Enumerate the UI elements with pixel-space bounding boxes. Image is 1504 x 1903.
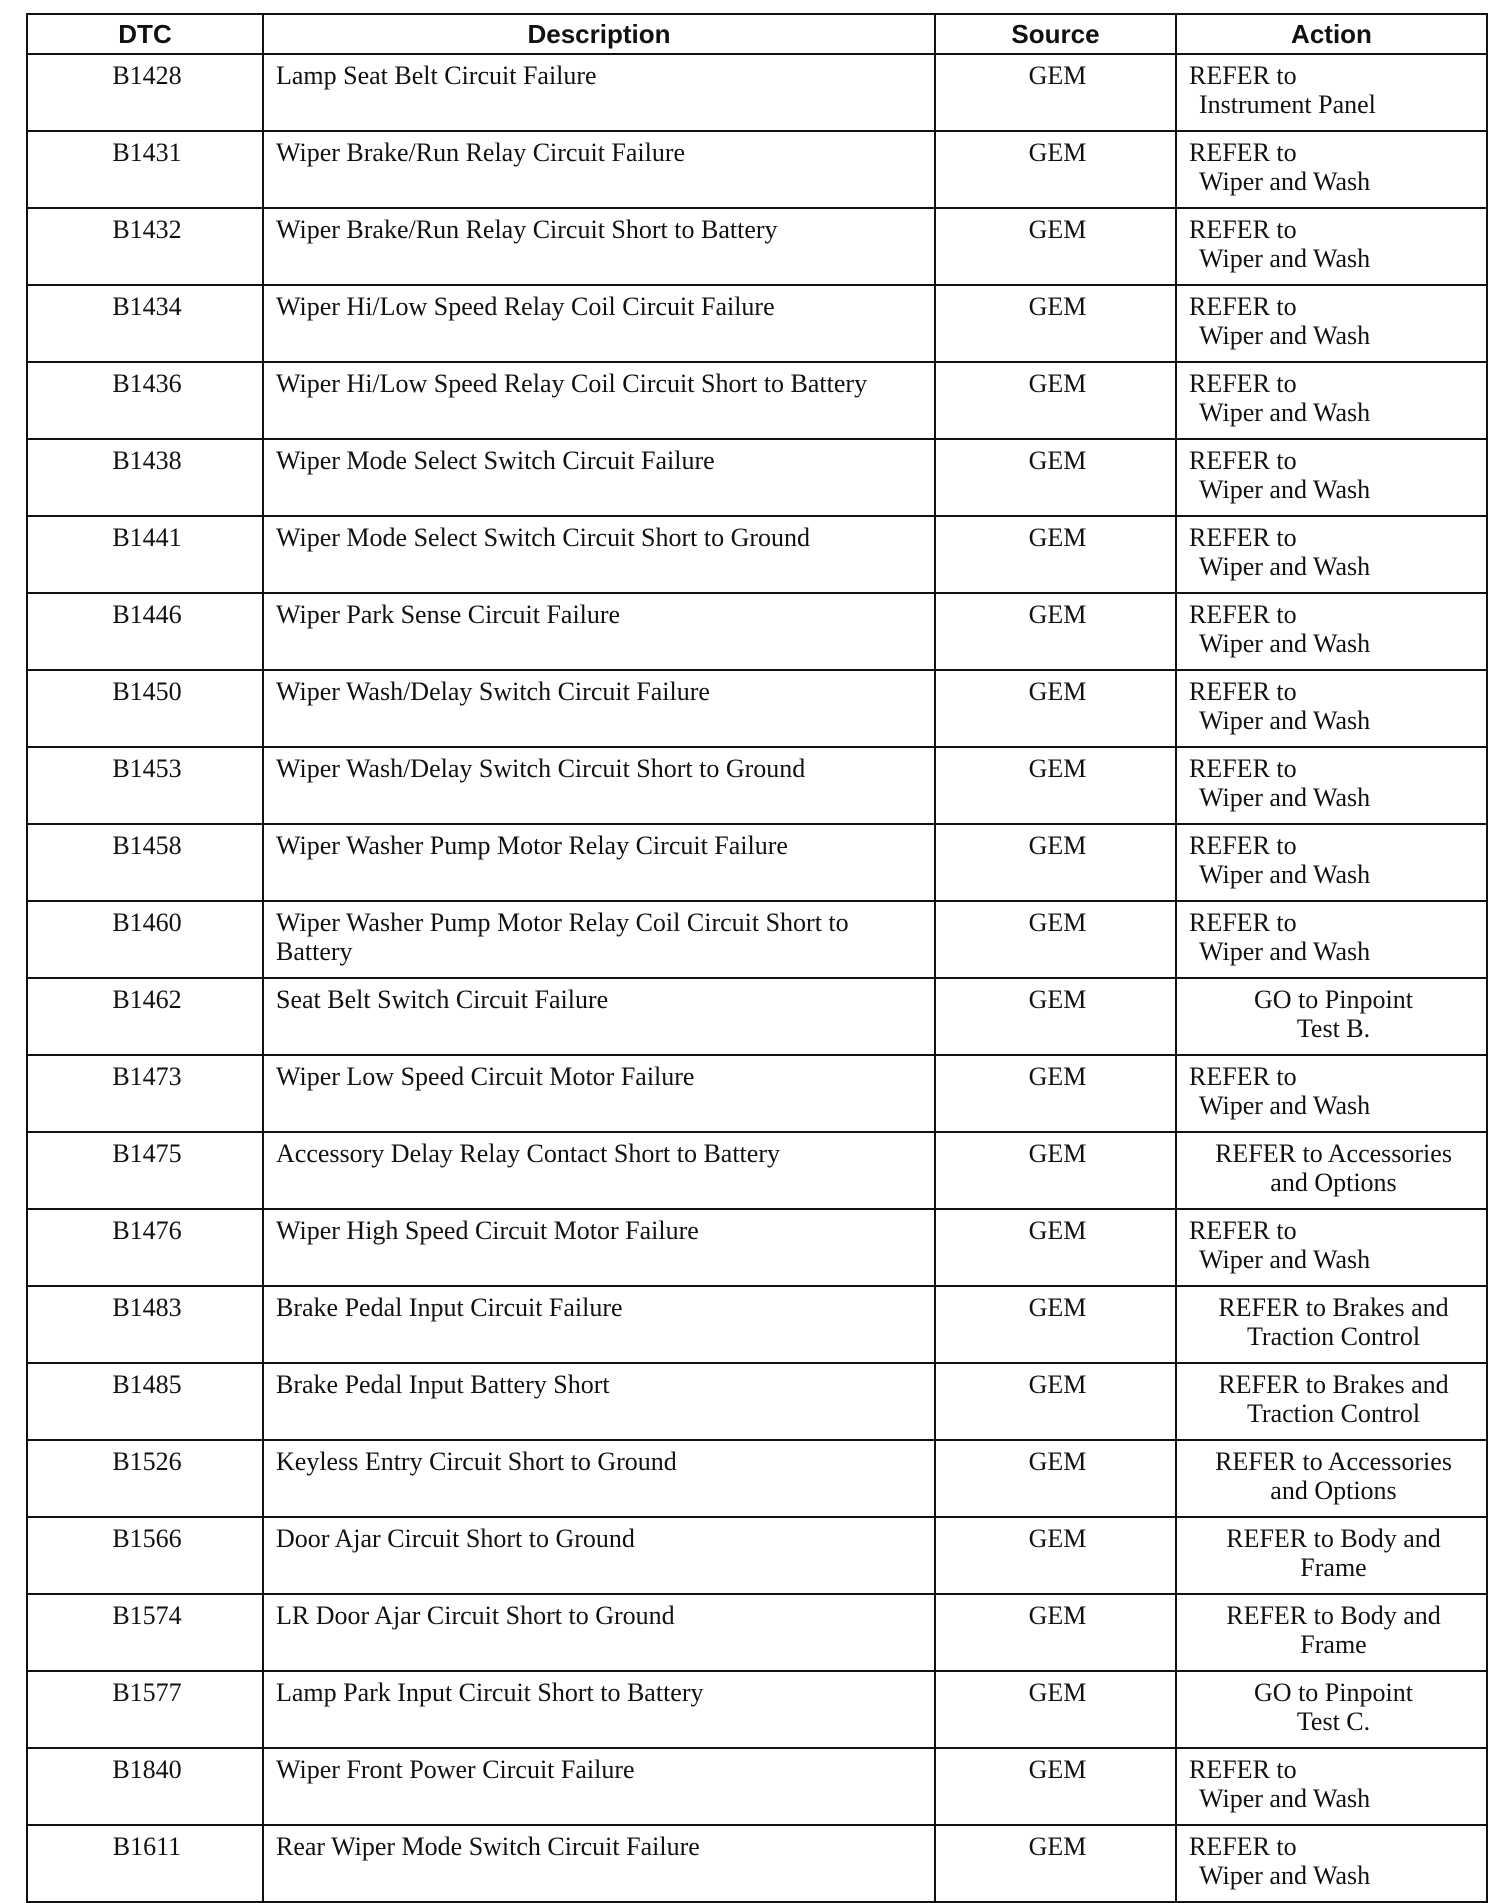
action-line-2: Wiper and Wash xyxy=(1199,475,1371,504)
action-line-2: Test B. xyxy=(1296,1014,1371,1043)
dtc-source: GEM xyxy=(935,1594,1176,1671)
dtc-action xyxy=(1176,54,1487,131)
action-line-1: REFER to xyxy=(1189,369,1297,398)
header-description: Description xyxy=(263,14,935,54)
dtc-action xyxy=(1176,670,1487,747)
dtc-code: B1436 xyxy=(27,362,263,439)
dtc-description: Wiper Wash/Delay Switch Circuit Failure xyxy=(263,670,935,747)
dtc-code: B1432 xyxy=(27,208,263,285)
dtc-code: B1483 xyxy=(27,1286,263,1363)
action-line-1: REFER to Body and xyxy=(1226,1524,1441,1553)
action-line-2: Wiper and Wash xyxy=(1199,937,1371,966)
action-line-1: REFER to xyxy=(1189,446,1297,475)
dtc-action xyxy=(1176,1594,1487,1671)
dtc-action xyxy=(1176,824,1487,901)
action-line-1: GO to Pinpoint xyxy=(1254,1678,1413,1707)
action-line-1: REFER to Accessories xyxy=(1215,1139,1452,1168)
dtc-code: B1485 xyxy=(27,1363,263,1440)
dtc-code: B1458 xyxy=(27,824,263,901)
dtc-description: Wiper Park Sense Circuit Failure xyxy=(263,593,935,670)
dtc-source: GEM xyxy=(935,1671,1176,1748)
dtc-source: GEM xyxy=(935,208,1176,285)
dtc-description: LR Door Ajar Circuit Short to Ground xyxy=(263,1594,935,1671)
action-line-2: Wiper and Wash xyxy=(1199,1784,1371,1813)
dtc-source: GEM xyxy=(935,1748,1176,1825)
dtc-code: B1840 xyxy=(27,1748,263,1825)
table-row xyxy=(27,1132,1487,1209)
document-page xyxy=(26,13,1486,1903)
table-row xyxy=(27,978,1487,1055)
action-line-2: Traction Control xyxy=(1246,1322,1421,1351)
dtc-code: B1574 xyxy=(27,1594,263,1671)
table-row xyxy=(27,131,1487,208)
dtc-code: B1428 xyxy=(27,54,263,131)
dtc-source: GEM xyxy=(935,593,1176,670)
dtc-action xyxy=(1176,131,1487,208)
action-line-1: GO to Pinpoint xyxy=(1254,985,1413,1014)
action-line-1: REFER to Accessories xyxy=(1215,1447,1452,1476)
action-line-2: Wiper and Wash xyxy=(1199,706,1371,735)
dtc-action xyxy=(1176,439,1487,516)
action-line-1: REFER to xyxy=(1189,754,1297,783)
action-line-2: Test C. xyxy=(1296,1707,1371,1736)
dtc-source: GEM xyxy=(935,54,1176,131)
table-row xyxy=(27,1209,1487,1286)
dtc-description: Wiper Brake/Run Relay Circuit Failure xyxy=(263,131,935,208)
action-line-1: REFER to xyxy=(1189,215,1297,244)
dtc-description: Lamp Seat Belt Circuit Failure xyxy=(263,54,935,131)
dtc-source: GEM xyxy=(935,1286,1176,1363)
dtc-description: Wiper Low Speed Circuit Motor Failure xyxy=(263,1055,935,1132)
table-row xyxy=(27,670,1487,747)
dtc-source: GEM xyxy=(935,285,1176,362)
dtc-source: GEM xyxy=(935,1517,1176,1594)
header-source: Source xyxy=(935,14,1176,54)
table-row xyxy=(27,593,1487,670)
dtc-source: GEM xyxy=(935,131,1176,208)
dtc-action xyxy=(1176,978,1487,1055)
dtc-description: Keyless Entry Circuit Short to Ground xyxy=(263,1440,935,1517)
table-row xyxy=(27,1517,1487,1594)
dtc-description: Wiper Hi/Low Speed Relay Coil Circuit Short to Battery xyxy=(263,362,935,439)
dtc-source: GEM xyxy=(935,670,1176,747)
dtc-action xyxy=(1176,1748,1487,1825)
action-line-2: Wiper and Wash xyxy=(1199,244,1371,273)
action-line-2: Frame xyxy=(1300,1630,1367,1659)
table-row xyxy=(27,362,1487,439)
action-line-2: and Options xyxy=(1270,1476,1397,1505)
action-line-2: Wiper and Wash xyxy=(1199,321,1371,350)
dtc-source: GEM xyxy=(935,901,1176,978)
dtc-code: B1453 xyxy=(27,747,263,824)
table-row xyxy=(27,54,1487,131)
dtc-source: GEM xyxy=(935,824,1176,901)
dtc-action xyxy=(1176,362,1487,439)
dtc-code: B1611 xyxy=(27,1825,263,1902)
action-line-1: REFER to xyxy=(1189,1216,1297,1245)
dtc-action xyxy=(1176,285,1487,362)
dtc-code: B1438 xyxy=(27,439,263,516)
action-line-1: REFER to xyxy=(1189,1755,1297,1784)
dtc-description: Wiper Front Power Circuit Failure xyxy=(263,1748,935,1825)
dtc-code: B1473 xyxy=(27,1055,263,1132)
dtc-code: B1577 xyxy=(27,1671,263,1748)
dtc-description: Brake Pedal Input Battery Short xyxy=(263,1363,935,1440)
action-line-2: Wiper and Wash xyxy=(1199,1245,1371,1274)
dtc-action xyxy=(1176,901,1487,978)
action-line-2: Wiper and Wash xyxy=(1199,1091,1371,1120)
table-body xyxy=(27,54,1487,1902)
table-row xyxy=(27,1440,1487,1517)
dtc-source: GEM xyxy=(935,439,1176,516)
action-line-1: REFER to Brakes and xyxy=(1218,1293,1449,1322)
dtc-code: B1441 xyxy=(27,516,263,593)
dtc-action xyxy=(1176,1286,1487,1363)
dtc-description: Accessory Delay Relay Contact Short to Battery xyxy=(263,1132,935,1209)
dtc-action xyxy=(1176,516,1487,593)
dtc-code: B1566 xyxy=(27,1517,263,1594)
dtc-description: Wiper Wash/Delay Switch Circuit Short to Ground xyxy=(263,747,935,824)
dtc-description: Brake Pedal Input Circuit Failure xyxy=(263,1286,935,1363)
action-line-1: REFER to xyxy=(1189,600,1297,629)
dtc-code: B1475 xyxy=(27,1132,263,1209)
action-line-1: REFER to xyxy=(1189,61,1297,90)
action-line-2: Instrument Panel xyxy=(1199,90,1376,119)
dtc-code: B1450 xyxy=(27,670,263,747)
dtc-description: Wiper Hi/Low Speed Relay Coil Circuit Failure xyxy=(263,285,935,362)
table-row xyxy=(27,439,1487,516)
table-row xyxy=(27,285,1487,362)
dtc-description: Seat Belt Switch Circuit Failure xyxy=(263,978,935,1055)
action-line-2: Wiper and Wash xyxy=(1199,398,1371,427)
table-row xyxy=(27,901,1487,978)
action-line-2: Wiper and Wash xyxy=(1199,783,1371,812)
action-line-1: REFER to Brakes and xyxy=(1218,1370,1449,1399)
dtc-code: B1431 xyxy=(27,131,263,208)
table-row xyxy=(27,1594,1487,1671)
action-line-1: REFER to Body and xyxy=(1226,1601,1441,1630)
table-row xyxy=(27,1055,1487,1132)
dtc-description: Wiper Washer Pump Motor Relay Coil Circuit Short to Battery xyxy=(263,901,935,978)
action-line-2: Wiper and Wash xyxy=(1199,1861,1371,1890)
table-row xyxy=(27,516,1487,593)
dtc-source: GEM xyxy=(935,1055,1176,1132)
dtc-source: GEM xyxy=(935,978,1176,1055)
action-line-2: Frame xyxy=(1300,1553,1367,1582)
dtc-action xyxy=(1176,208,1487,285)
action-line-1: REFER to xyxy=(1189,292,1297,321)
dtc-description: Wiper High Speed Circuit Motor Failure xyxy=(263,1209,935,1286)
table-row xyxy=(27,1363,1487,1440)
header-action: Action xyxy=(1176,14,1487,54)
dtc-action xyxy=(1176,1055,1487,1132)
action-line-1: REFER to xyxy=(1189,523,1297,552)
dtc-code: B1446 xyxy=(27,593,263,670)
dtc-action xyxy=(1176,1440,1487,1517)
action-line-1: REFER to xyxy=(1189,1832,1297,1861)
dtc-action xyxy=(1176,1363,1487,1440)
dtc-action xyxy=(1176,1209,1487,1286)
dtc-description: Door Ajar Circuit Short to Ground xyxy=(263,1517,935,1594)
dtc-description: Wiper Washer Pump Motor Relay Circuit Failure xyxy=(263,824,935,901)
dtc-table xyxy=(26,13,1488,1903)
dtc-description: Lamp Park Input Circuit Short to Battery xyxy=(263,1671,935,1748)
dtc-action xyxy=(1176,1671,1487,1748)
action-line-1: REFER to xyxy=(1189,677,1297,706)
dtc-description: Wiper Mode Select Switch Circuit Failure xyxy=(263,439,935,516)
table-row xyxy=(27,208,1487,285)
table-row xyxy=(27,1671,1487,1748)
dtc-code: B1462 xyxy=(27,978,263,1055)
dtc-description: Wiper Brake/Run Relay Circuit Short to Battery xyxy=(263,208,935,285)
action-line-2: Traction Control xyxy=(1246,1399,1421,1428)
action-line-2: Wiper and Wash xyxy=(1199,860,1371,889)
dtc-action xyxy=(1176,1825,1487,1902)
action-line-1: REFER to xyxy=(1189,831,1297,860)
dtc-code: B1526 xyxy=(27,1440,263,1517)
action-line-1: REFER to xyxy=(1189,1062,1297,1091)
dtc-code: B1434 xyxy=(27,285,263,362)
dtc-action xyxy=(1176,747,1487,824)
header-dtc: DTC xyxy=(27,14,263,54)
action-line-2: Wiper and Wash xyxy=(1199,167,1371,196)
dtc-source: GEM xyxy=(935,747,1176,824)
dtc-description: Rear Wiper Mode Switch Circuit Failure xyxy=(263,1825,935,1902)
table-row xyxy=(27,1286,1487,1363)
table-header-row xyxy=(27,14,1487,54)
action-line-1: REFER to xyxy=(1189,138,1297,167)
dtc-source: GEM xyxy=(935,1132,1176,1209)
table-row xyxy=(27,747,1487,824)
dtc-source: GEM xyxy=(935,1440,1176,1517)
dtc-source: GEM xyxy=(935,516,1176,593)
dtc-action xyxy=(1176,1517,1487,1594)
action-line-2: and Options xyxy=(1270,1168,1397,1197)
dtc-code: B1460 xyxy=(27,901,263,978)
action-line-2: Wiper and Wash xyxy=(1199,629,1371,658)
dtc-source: GEM xyxy=(935,1209,1176,1286)
action-line-2: Wiper and Wash xyxy=(1199,552,1371,581)
dtc-action xyxy=(1176,1132,1487,1209)
dtc-description: Wiper Mode Select Switch Circuit Short to Ground xyxy=(263,516,935,593)
table-row xyxy=(27,824,1487,901)
dtc-source: GEM xyxy=(935,1363,1176,1440)
table-row xyxy=(27,1825,1487,1902)
dtc-source: GEM xyxy=(935,1825,1176,1902)
action-line-1: REFER to xyxy=(1189,908,1297,937)
dtc-source: GEM xyxy=(935,362,1176,439)
dtc-action xyxy=(1176,593,1487,670)
table-row xyxy=(27,1748,1487,1825)
dtc-code: B1476 xyxy=(27,1209,263,1286)
